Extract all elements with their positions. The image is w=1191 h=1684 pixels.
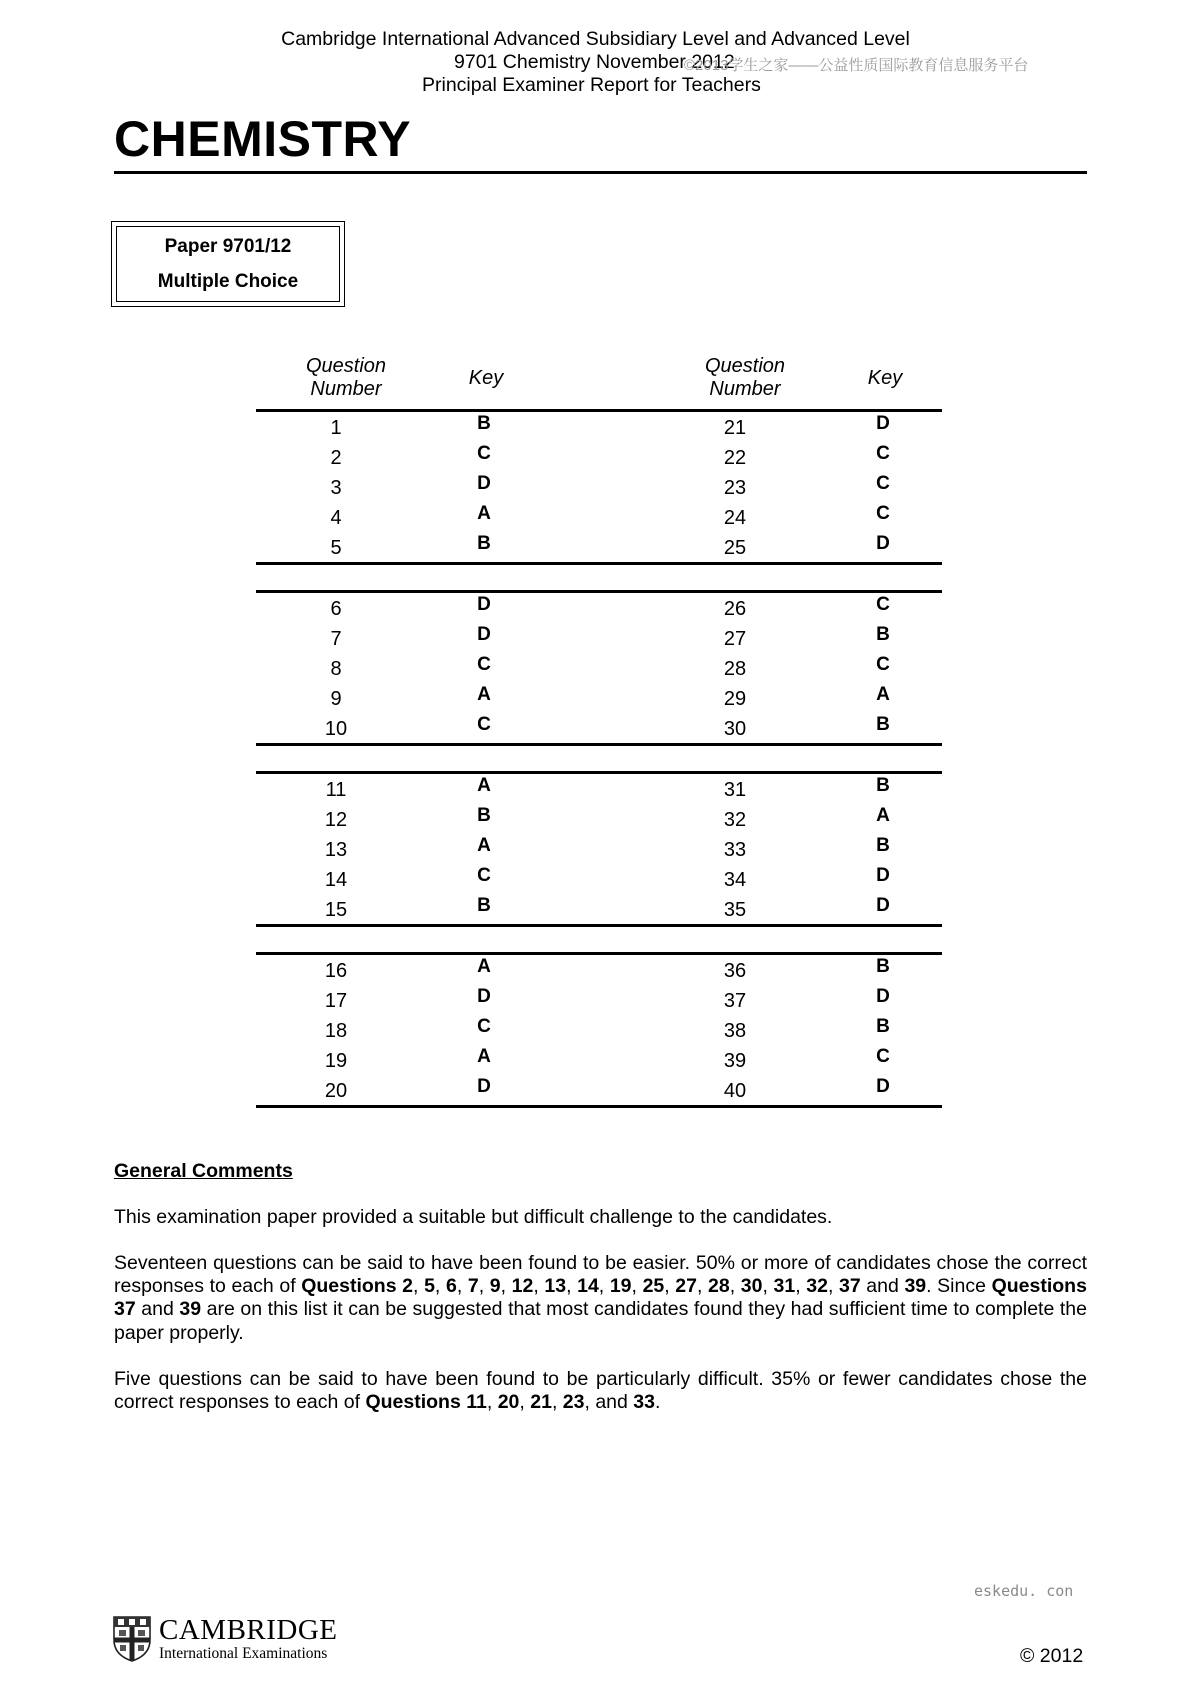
answer-key: B <box>477 805 491 826</box>
question-number: 21 <box>723 417 747 439</box>
question-number: 28 <box>723 658 747 680</box>
comment-text: , <box>827 1275 839 1298</box>
answer-key: D <box>477 473 491 494</box>
table-rule-top <box>256 952 942 955</box>
question-number: 26 <box>723 598 747 620</box>
question-reference: 31 <box>773 1275 796 1298</box>
question-number: 34 <box>723 869 747 891</box>
comment-text: , <box>631 1275 643 1298</box>
answer-key: A <box>477 1046 491 1067</box>
logo-main-text: CAMBRIDGE <box>159 1614 338 1647</box>
header-key-left: Key <box>468 367 504 389</box>
table-rule-bottom <box>256 1105 942 1108</box>
comment-text: , <box>533 1275 545 1298</box>
comment-text: , <box>551 1391 563 1414</box>
comment-text: Five questions can be said to have been found to be particularly difficult. 35% or fewer candidates chose the correct responses to each of <box>114 1368 1087 1414</box>
answer-key: C <box>477 654 491 675</box>
question-reference: 6 <box>445 1275 457 1298</box>
question-number: 6 <box>330 598 342 620</box>
table-rule-top <box>256 771 942 774</box>
paper-code: Paper 9701/12 <box>164 236 292 257</box>
comment-paragraph-2 <box>114 1252 1087 1345</box>
question-number: 38 <box>723 1020 747 1042</box>
answer-key: A <box>876 805 890 826</box>
question-reference: 39 <box>904 1275 927 1298</box>
question-number: 17 <box>324 990 348 1012</box>
question-number: 37 <box>723 990 747 1012</box>
answer-key: A <box>876 684 890 705</box>
comment-text: , <box>434 1275 446 1298</box>
general-comments-heading: General Comments <box>114 1160 293 1182</box>
question-number: 16 <box>324 960 348 982</box>
answer-key: D <box>876 533 890 554</box>
answer-key: B <box>477 413 491 434</box>
comment-text: are on this list it can be suggested that most candidates found they had sufficient time to complete the paper properly. <box>114 1298 1087 1344</box>
question-number: 12 <box>324 809 348 831</box>
header-question-number-left: Question Number <box>305 355 387 400</box>
question-number: 29 <box>723 688 747 710</box>
answer-key: B <box>477 533 491 554</box>
paper-box-inner <box>116 226 340 302</box>
answer-key: B <box>876 714 890 735</box>
header-key-right: Key <box>867 367 903 389</box>
question-number: 32 <box>723 809 747 831</box>
answer-key: D <box>477 1076 491 1097</box>
question-reference: 21 <box>530 1391 552 1414</box>
site-watermark: eskedu. con <box>974 1582 1074 1600</box>
comment-text: , <box>795 1275 807 1298</box>
comment-text: , <box>456 1275 468 1298</box>
comment-text: Seventeen questions can be said to have been found to be easier. 50% or more of candidates chose the correct responses to each of <box>114 1252 1087 1298</box>
answer-key: C <box>876 443 890 464</box>
answer-key: B <box>477 895 491 916</box>
question-number: 13 <box>324 839 348 861</box>
answer-key: D <box>477 594 491 615</box>
paper-type: Multiple Choice <box>157 271 299 292</box>
question-reference: Questions 11 <box>365 1391 487 1414</box>
question-reference: 33 <box>633 1391 655 1414</box>
question-reference: Questions 37 <box>114 1275 1087 1321</box>
question-number: 36 <box>723 960 747 982</box>
answer-key: D <box>876 865 890 886</box>
question-number: 27 <box>723 628 747 650</box>
table-rule-bottom <box>256 743 942 746</box>
comment-text: , <box>762 1275 774 1298</box>
question-reference: 14 <box>577 1275 599 1298</box>
title-divider <box>114 171 1087 174</box>
paper-box <box>111 221 345 307</box>
header-line-3: Principal Examiner Report for Teachers <box>422 74 761 96</box>
answer-key: A <box>477 835 491 856</box>
answer-key: B <box>876 775 890 796</box>
answer-key: C <box>876 1046 890 1067</box>
question-reference: 12 <box>511 1275 534 1298</box>
logo-sub-text: International Examinations <box>159 1645 328 1663</box>
comment-text: , <box>697 1275 709 1298</box>
answer-key: D <box>876 1076 890 1097</box>
table-rule-bottom <box>256 562 942 565</box>
comment-paragraph-1: This examination paper provided a suitable but difficult challenge to the candidates. <box>114 1206 833 1228</box>
answer-key: A <box>477 775 491 796</box>
comment-text: . Since <box>926 1275 992 1298</box>
comment-text: and <box>860 1275 905 1298</box>
answer-key: B <box>876 624 890 645</box>
question-reference: 32 <box>806 1275 828 1298</box>
question-reference: 30 <box>740 1275 763 1298</box>
question-number: 8 <box>330 658 342 680</box>
question-reference: 27 <box>675 1275 697 1298</box>
question-number: 15 <box>324 899 348 921</box>
question-reference: 5 <box>424 1275 435 1298</box>
comment-text: , <box>486 1391 498 1414</box>
answer-key: C <box>477 443 491 464</box>
answer-key: A <box>477 956 491 977</box>
question-number: 31 <box>723 779 747 801</box>
answer-key: C <box>876 503 890 524</box>
comment-text: , <box>478 1275 490 1298</box>
answer-key: C <box>876 654 890 675</box>
question-number: 40 <box>723 1080 747 1102</box>
answer-key: C <box>876 473 890 494</box>
question-number: 22 <box>723 447 747 469</box>
question-number: 23 <box>723 477 747 499</box>
question-reference: 28 <box>708 1275 730 1298</box>
comment-text: . <box>655 1391 661 1414</box>
question-reference: 20 <box>497 1391 520 1414</box>
question-reference: Questions 2 <box>301 1275 414 1298</box>
answer-key: B <box>876 1016 890 1037</box>
cambridge-shield-icon <box>113 1616 151 1662</box>
table-rule-top <box>256 590 942 593</box>
table-rule-bottom <box>256 924 942 927</box>
comment-text: , <box>413 1275 425 1298</box>
comment-text: , <box>598 1275 610 1298</box>
question-number: 7 <box>330 628 342 650</box>
question-number: 33 <box>723 839 747 861</box>
question-number: 24 <box>723 507 747 529</box>
watermark-text: ©2013学生之家——公益性质国际教育信息服务平台 <box>684 57 1029 74</box>
comment-text: , <box>729 1275 741 1298</box>
comment-paragraph-3 <box>114 1368 1087 1414</box>
page-title: CHEMISTRY <box>114 111 412 167</box>
question-number: 9 <box>330 688 342 710</box>
comment-text: , <box>500 1275 512 1298</box>
question-number: 10 <box>324 718 348 740</box>
answer-key: C <box>876 594 890 615</box>
question-number: 14 <box>324 869 348 891</box>
question-reference: 37 <box>838 1275 861 1298</box>
cambridge-logo <box>113 1616 338 1662</box>
copyright: © 2012 <box>1020 1645 1084 1667</box>
question-number: 5 <box>330 537 342 559</box>
question-number: 18 <box>324 1020 348 1042</box>
question-number: 19 <box>324 1050 348 1072</box>
question-reference: 23 <box>562 1391 585 1414</box>
question-number: 11 <box>325 779 347 801</box>
answer-key: A <box>477 503 491 524</box>
question-number: 1 <box>330 417 342 439</box>
answer-key: C <box>477 714 491 735</box>
question-number: 4 <box>330 507 342 529</box>
question-reference: 9 <box>489 1275 501 1298</box>
question-reference: 39 <box>179 1298 202 1321</box>
comment-text: , <box>519 1391 531 1414</box>
question-reference: 13 <box>544 1275 567 1298</box>
question-reference: 7 <box>467 1275 479 1298</box>
comment-text: , <box>664 1275 676 1298</box>
answer-key: C <box>477 865 491 886</box>
comment-text: and <box>135 1298 180 1321</box>
answer-key: D <box>876 986 890 1007</box>
answer-key: C <box>477 1016 491 1037</box>
question-number: 2 <box>330 447 342 469</box>
answer-key: A <box>477 684 491 705</box>
answer-key: D <box>477 986 491 1007</box>
header-question-number-right: Question Number <box>704 355 786 400</box>
question-number: 25 <box>723 537 747 559</box>
question-reference: 19 <box>609 1275 632 1298</box>
comment-text: , and <box>584 1391 634 1414</box>
answer-key: B <box>876 835 890 856</box>
answer-key: D <box>477 624 491 645</box>
answer-key: D <box>876 895 890 916</box>
table-rule-top <box>256 409 942 412</box>
answer-key: D <box>876 413 890 434</box>
question-number: 39 <box>723 1050 747 1072</box>
answer-key: B <box>876 956 890 977</box>
header-line-1: Cambridge International Advanced Subsidiary Level and Advanced Level <box>281 28 910 50</box>
question-number: 3 <box>330 477 342 499</box>
question-number: 30 <box>723 718 747 740</box>
question-number: 20 <box>324 1080 348 1102</box>
header-line-2: 9701 Chemistry November 2012 <box>454 51 735 73</box>
question-number: 35 <box>723 899 747 921</box>
question-reference: 25 <box>642 1275 665 1298</box>
comment-text: , <box>566 1275 578 1298</box>
